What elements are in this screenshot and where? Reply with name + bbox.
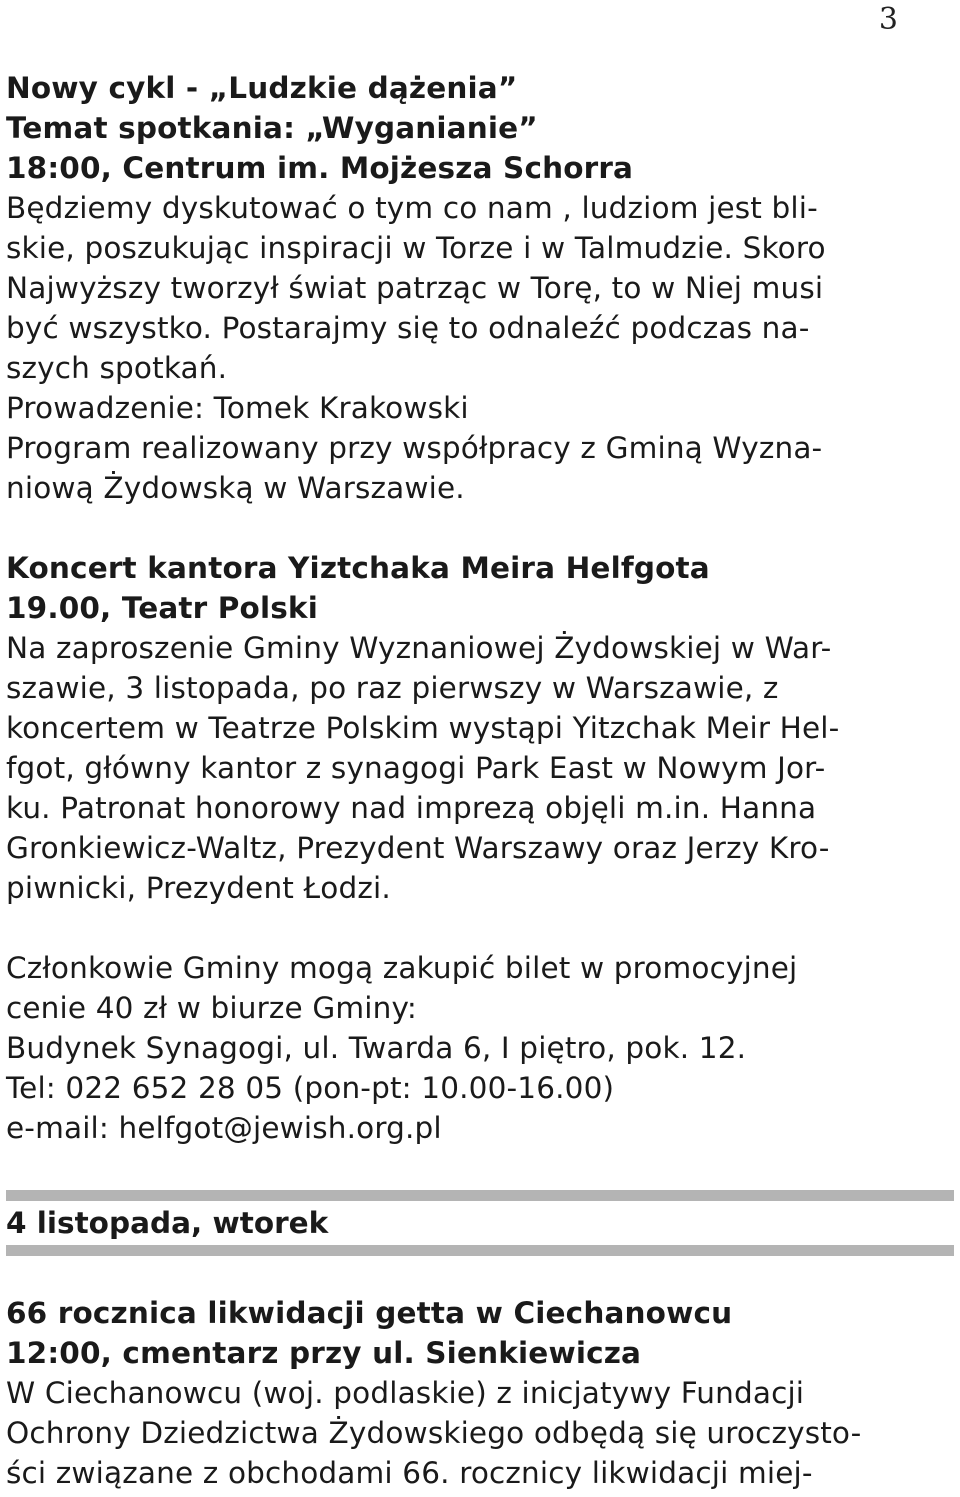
divider-rule — [6, 1245, 954, 1256]
event-description-line: szawie, 3 listopada, po raz pierwszy w Warszawie, z — [6, 671, 779, 705]
event-partner-line: niową Żydowską w Warszawie. — [6, 471, 465, 505]
event-time-place: 12:00, cmentarz przy ul. Sienkiewicza — [6, 1336, 642, 1370]
event-description-line: ku. Patronat honorowy nad imprezą objęli m.in. Hanna — [6, 791, 817, 825]
event-description-line: Na zaproszenie Gminy Wyznaniowej Żydowskiej w War- — [6, 631, 832, 665]
event-description-line: Gronkiewicz-Waltz, Prezydent Warszawy oraz Jerzy Kro- — [6, 831, 830, 865]
event-title: 66 rocznica likwidacji getta w Ciechanowcu — [6, 1296, 733, 1330]
event-description-line: Najwyższy tworzył świat patrząc w Torę, to w Niej musi — [6, 271, 824, 305]
ticket-address: Budynek Synagogi, ul. Twarda 6, I piętro, pok. 12. — [6, 1031, 747, 1065]
document-body — [6, 68, 951, 1493]
event-topic: Temat spotkania: „Wyganianie” — [6, 111, 538, 145]
event-description-line: skie, poszukując inspiracji w Torze i w Talmudzie. Skoro — [6, 231, 826, 265]
event-description-line: W Ciechanowcu (woj. podlaskie) z inicjatywy Fundacji — [6, 1376, 805, 1410]
event-partner-line: Program realizowany przy współpracy z Gminą Wyzna- — [6, 431, 823, 465]
event-host: Prowadzenie: Tomek Krakowski — [6, 391, 469, 425]
event-description-line: fgot, główny kantor z synagogi Park East w Nowym Jor- — [6, 751, 826, 785]
event-section-koncert — [6, 548, 951, 1148]
divider-rule — [6, 1190, 954, 1201]
event-description-line: szych spotkań. — [6, 351, 228, 385]
event-section-ludzkie-dazenia — [6, 68, 951, 508]
event-time-place: 19.00, Teatr Polski — [6, 591, 318, 625]
event-description-line: być wszystko. Postarajmy się to odnaleźć podczas na- — [6, 311, 810, 345]
event-description-line: ści związane z obchodami 66. rocznicy likwidacji miej- — [6, 1456, 813, 1490]
day-heading: 4 listopada, wtorek — [6, 1206, 329, 1240]
ticket-info-line: cenie 40 zł w biurze Gminy: — [6, 991, 418, 1025]
event-title: Koncert kantora Yiztchaka Meira Helfgota — [6, 551, 710, 585]
event-time-place: 18:00, Centrum im. Mojżesza Schorra — [6, 151, 634, 185]
ticket-phone: Tel: 022 652 28 05 (pon-pt: 10.00-16.00) — [6, 1071, 615, 1105]
event-description-line: Będziemy dyskutować o tym co nam , ludziom jest bli- — [6, 191, 818, 225]
event-section-ciechanowiec — [6, 1293, 951, 1493]
ticket-email: e-mail: helfgot@jewish.org.pl — [6, 1111, 442, 1145]
event-title: Nowy cykl - „Ludzkie dążenia” — [6, 71, 518, 105]
event-description-line: koncertem w Teatrze Polskim wystąpi Yitzchak Meir Hel- — [6, 711, 840, 745]
ticket-info-line: Członkowie Gminy mogą zakupić bilet w promocyjnej — [6, 951, 798, 985]
event-description-line: piwnicki, Prezydent Łodzi. — [6, 871, 391, 905]
event-description-line: Ochrony Dziedzictwa Żydowskiego odbędą się uroczysto- — [6, 1416, 862, 1450]
page-number: 3 — [878, 2, 898, 37]
